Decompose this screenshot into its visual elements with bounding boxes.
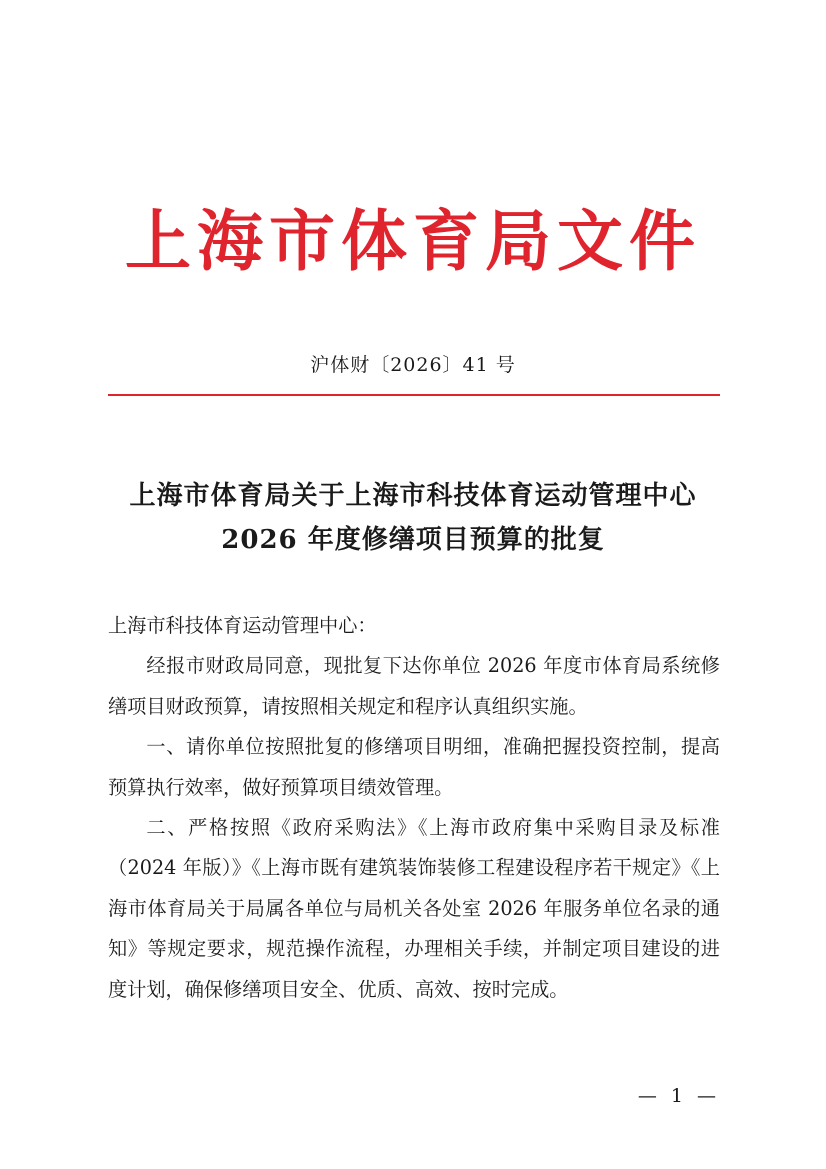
paragraph-item-2: 二、严格按照《政府采购法》《上海市政府集中采购目录及标准（2024 年版）》《上海市既有建筑装饰装修工程建设程序若干规定》《上海市体育局关于局属各单位与局机关各处室 2026 年服务单位名录的通知》等规定要求，规范操作流程，办理相关手续，并制定项目建设的进度计划，确保修缮项目安全、优质、高效、按时完成。	[108, 816, 720, 1001]
paragraph-item-1: 一、请你单位按照批复的修缮项目明细，准确把握投资控制，提高预算执行效率，做好预算项目绩效管理。	[108, 735, 720, 799]
masthead-title: 上海市体育局文件	[125, 202, 701, 280]
document-body	[108, 606, 720, 1010]
page-number: — 1 —	[637, 1085, 720, 1107]
document-number: 沪体财〔2026〕41 号	[310, 354, 516, 376]
document-title-line-1: 上海市体育局关于上海市科技体育运动管理中心	[129, 481, 697, 511]
salutation: 上海市科技体育运动管理中心：	[108, 614, 377, 637]
paragraph-intro: 经报市财政局同意，现批复下达你单位 2026 年度市体育局系统修缮项目财政预算，请按照相关规定和程序认真组织实施。	[108, 654, 720, 718]
red-divider-line	[108, 394, 720, 396]
document-title-line-2: 2026 年度修缮项目预算的批复	[221, 525, 605, 555]
document-title	[0, 474, 826, 562]
